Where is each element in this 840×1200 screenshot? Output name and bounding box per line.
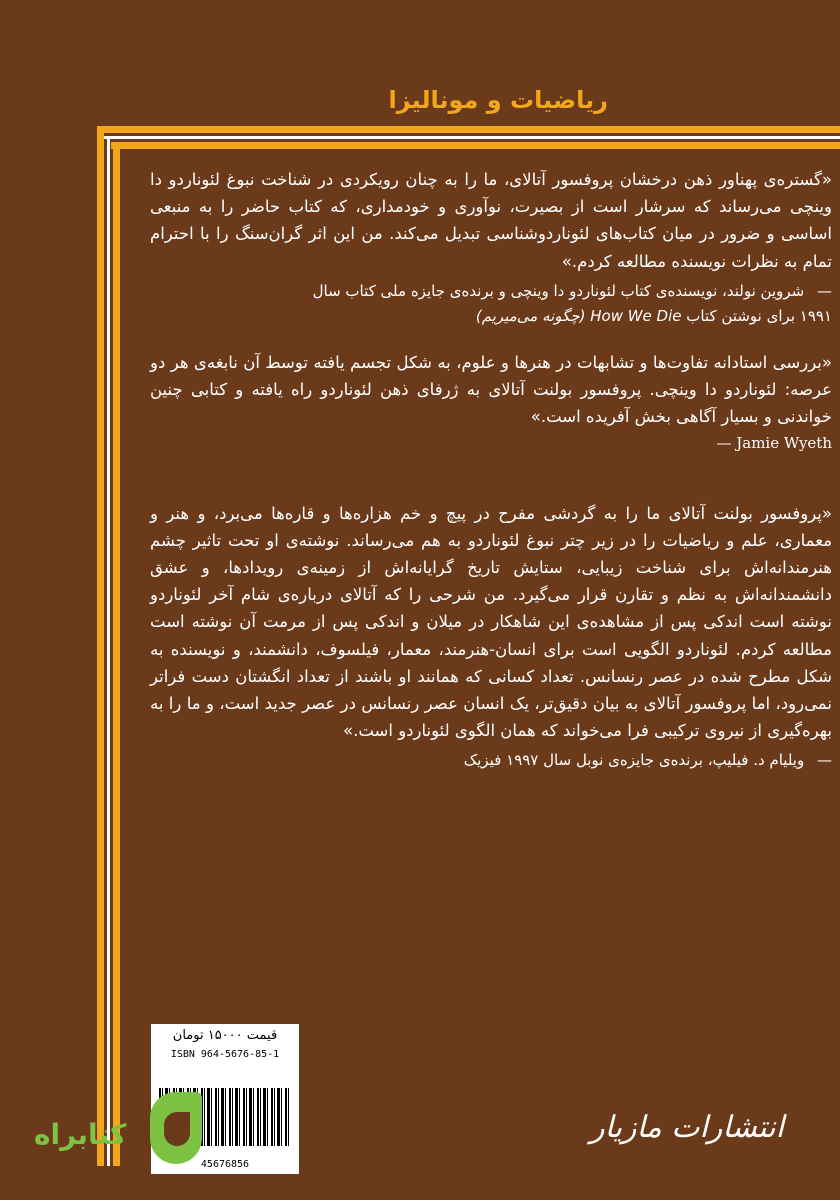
book-title: ریاضیات و مونالیزا	[388, 86, 608, 114]
quote-1-attribution-line2: ۱۹۹۱ برای نوشتن کتاب	[686, 306, 832, 325]
quote-1-text: «گستره‌ی پهناور ذهن درخشان پروفسور آتالای، ما را به چنان رویکردی در شناخت نبوغ لئوناردو دا وینچی می‌رساند که سرشار است از بصیرت، نوآوری و خودمداری، که کتاب حاضر را به منبعی اساسی و ضرور در میان کتاب‌های لئوناردوشناسی تبدیل می‌کند. من این اثر گران‌سنگ را با احترام تمام به نظرات نویسنده مطالعه کردم.»	[150, 170, 832, 271]
quote-3-dash: —	[817, 751, 832, 770]
frame-left-inner	[113, 142, 120, 1166]
quote-3-attribution-text: ویلیام د. فیلیپ، برنده‌ی جایزه‌ی نوبل سال ۱۹۹۷ فیزیک	[463, 751, 805, 770]
quote-3-text: «پروفسور بولنت آتالای ما را به گردشی مفرح در پیچ و خم هزاره‌ها و قاره‌ها می‌برد، و هنر و معماری، علم و ریاضیات را در زیر چتر نبوغ لئوناردو به هم می‌رساند. نوشته‌ی او تحت تاثیر چشم هنرمندانه‌اش برای شناخت زیبایی، ستایش تاریخ گرایانه‌اش از زمینه‌ی رویدادها، و عشق دانشمندانه‌اش به نظم و تقارن قرار می‌گیرد. من شرحی را که آتالای درباره‌ی شام آخر لئوناردو نوشته است اندکی پس از مشاهده‌ی این شاهکار در میلان و اندکی پس از مرمت آن نوشته است مطالعه کردم. لئوناردو الگویی است برای انسان-هنرمند، معمار، فیلسوف، دانشمند، و نویسنده به شکل مطرح شده در عصر رنسانس. تعداد کسانی که همانند او باشند از تعداد انگشتان دست فراتر نمی‌رود، اما پروفسور آتالای به بیان دقیق‌تر، یک انسان عصر رنسانس در عصر جدید است، و ما را به بهره‌گیری از نیروی ترکیبی فرا می‌خواند که همان الگوی لئوناردو است.»	[150, 503, 832, 741]
spacer	[150, 458, 832, 500]
barcode-number: 45676856	[200, 1159, 250, 1170]
quote-1-dash: —	[817, 281, 832, 300]
quote-1-book-en: How We Die	[590, 306, 682, 325]
quote-1-book-fa: (چگونه می‌میریم)	[475, 306, 586, 325]
spacer	[150, 329, 832, 349]
quotes-content	[150, 166, 832, 773]
store-logo-text: کتابراه	[34, 1118, 127, 1151]
quote-2-text: «بررسی استادانه تفاوت‌ها و تشابهات در هنرها و علوم، به شکل تجسم یافته توسط آن نابغه‌ی هر دو عرصه: لئوناردو دا وینچی. پروفسور بولنت آتالای به ژرفای ذهن لئوناردو راه یافته و کتابی چنین خواندنی و بسیار آگاهی بخش آفریده است.»	[150, 352, 832, 427]
price-label: قیمت ۱۵۰۰۰ تومان	[172, 1028, 278, 1043]
frame-left-white	[107, 136, 110, 1166]
isbn-label: ISBN 964-5676-85-1	[170, 1049, 280, 1060]
publisher-logo: انتشارات مازیار	[590, 1110, 784, 1145]
frame-top-white	[104, 136, 840, 139]
frame-top-outer	[97, 126, 840, 133]
quote-3-attribution	[150, 748, 832, 773]
quote-1-attribution-line1: شروین نولند، نویسنده‌ی کتاب لئوناردو دا وینچی و برنده‌ی جایزه ملی کتاب سال	[312, 281, 805, 300]
store-logo-badge-inner	[164, 1112, 190, 1146]
quote-2-attribution: — Jamie Wyeth	[716, 434, 832, 453]
frame-top-inner	[111, 142, 840, 149]
frame-left-outer	[97, 126, 104, 1166]
quote-1-attribution	[150, 279, 832, 329]
